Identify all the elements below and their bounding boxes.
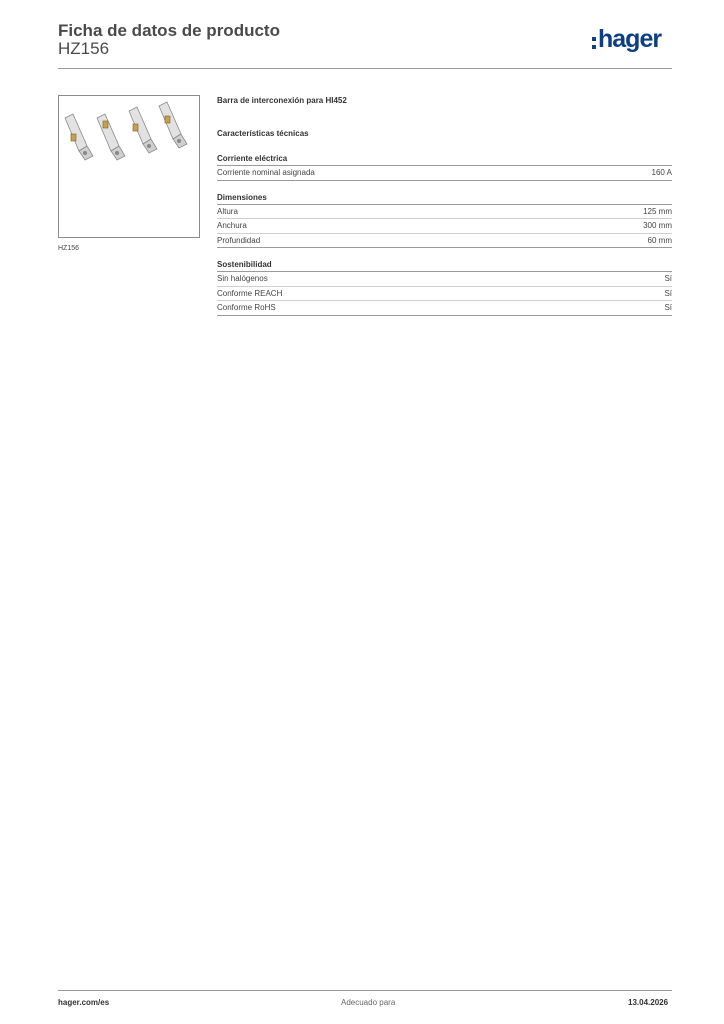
- logo-text: hager: [598, 25, 662, 53]
- spec-row: [217, 301, 672, 316]
- busbar-illustration: [59, 96, 199, 237]
- spec-label: Conforme REACH: [217, 288, 283, 298]
- footer-divider: [58, 990, 672, 991]
- tech-specs-title: Características técnicas: [217, 129, 309, 138]
- busbar-piece: [129, 107, 157, 153]
- section-title: Corriente eléctrica: [217, 153, 672, 166]
- spec-label: Sin halógenos: [217, 274, 268, 283]
- spec-row: [217, 287, 672, 302]
- hager-logo: [592, 26, 674, 56]
- spec-value: 125 mm: [643, 206, 672, 216]
- spec-row: [217, 272, 672, 287]
- spec-row: [217, 219, 672, 234]
- footer-suitable-for: Adecuado para: [341, 998, 396, 1007]
- spec-row: [217, 166, 672, 181]
- spec-value: 160 A: [651, 168, 672, 177]
- product-description: Barra de interconexión para HI452: [217, 96, 347, 105]
- spec-value: Sí: [664, 288, 672, 298]
- spec-section-sustainability: [217, 259, 672, 316]
- busbar-piece: [65, 114, 93, 160]
- footer-date: 13.04.2026: [628, 998, 669, 1007]
- section-title: Sostenibilidad: [217, 259, 672, 272]
- header-divider: [58, 68, 672, 69]
- spec-label: Corriente nominal asignada: [217, 168, 315, 177]
- spec-label: Anchura: [217, 221, 247, 230]
- product-details: [217, 96, 672, 327]
- page-title: Ficha de datos de producto: [58, 21, 280, 40]
- product-code: HZ156: [58, 39, 110, 58]
- spec-row: [217, 205, 672, 220]
- product-image: [58, 95, 200, 238]
- spec-value: 300 mm: [643, 221, 672, 230]
- busbar-piece: [97, 114, 125, 160]
- spec-row: [217, 234, 672, 249]
- spec-label: Profundidad: [217, 235, 261, 245]
- footer-website-link[interactable]: hager.com/es: [58, 998, 110, 1007]
- section-title: Dimensiones: [217, 192, 672, 205]
- spec-value: 60 mm: [647, 235, 672, 245]
- spec-value: Sí: [664, 303, 672, 312]
- spec-section-dimensions: [217, 192, 672, 249]
- spec-value: Sí: [664, 274, 672, 283]
- spec-section-electrical: [217, 153, 672, 181]
- logo-mark: [592, 33, 596, 51]
- spec-label: Altura: [217, 206, 238, 216]
- image-caption: HZ156: [58, 245, 80, 252]
- spec-label: Conforme RoHS: [217, 303, 276, 312]
- busbar-piece: [159, 102, 187, 148]
